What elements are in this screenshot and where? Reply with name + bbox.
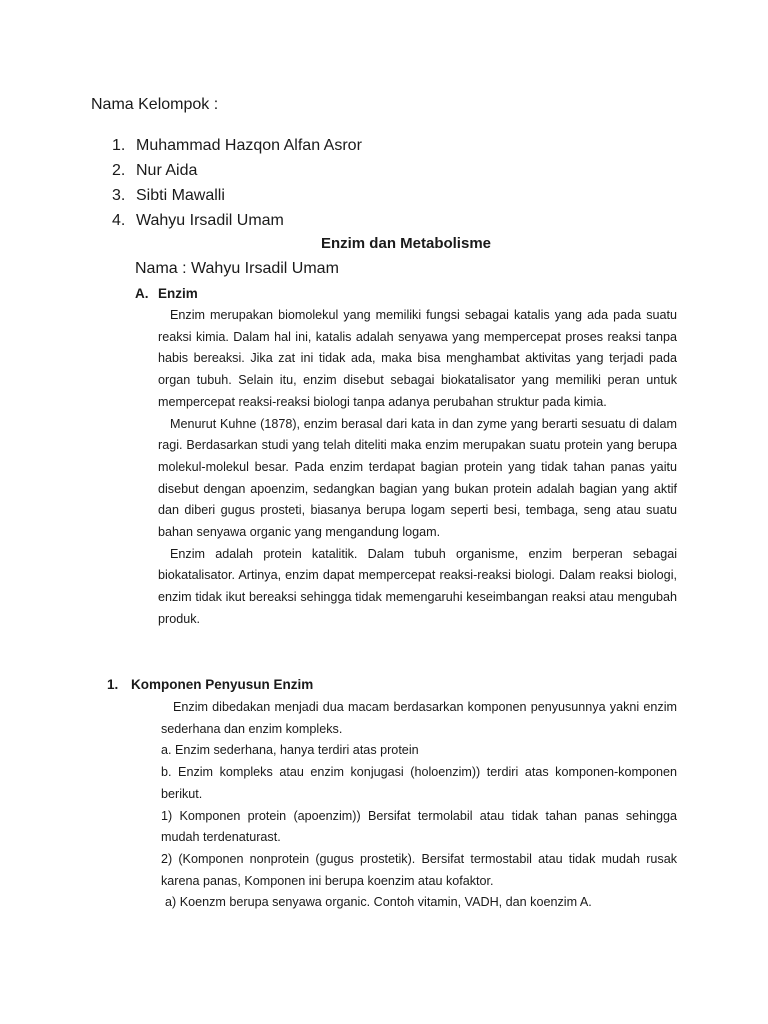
group-label: Nama Kelompok :	[91, 96, 219, 113]
member-name: Muhammad Hazqon Alfan Asror	[136, 137, 362, 154]
document-title: Enzim dan Metabolisme	[320, 235, 492, 252]
section-title: Komponen Penyusun Enzim	[131, 677, 314, 692]
section-1-heading	[107, 676, 313, 694]
member-item	[112, 133, 362, 158]
member-number: 3.	[112, 187, 126, 204]
member-name: Nur Aida	[136, 162, 198, 179]
member-name: Wahyu Irsadil Umam	[136, 212, 284, 229]
member-number: 1.	[112, 137, 126, 154]
paragraph: Menurut Kuhne (1878), enzim berasal dari kata in dan zyme yang berarti sesuatu di dalam ragi. Berdasarkan studi yang telah diteliti maka enzim merupakan suatu protein yang berupa molekul-molekul besar. Pada enzim terdapat bagian protein yang tidak tahan panas yaitu disebut dengan apoenzim, sedangkan bagian yang bukan protein adalah bagian yang aktif dan diberi gugus prosteti, biasanya berupa logam seperti besi, tembaga, seng atau suatu bahan senyawa organic yang mengandung logam.	[158, 416, 677, 540]
list-item: b. Enzim kompleks atau enzim konjugasi (holoenzim)) terdiri atas komponen-komponen berikut.	[161, 765, 677, 801]
section-a-heading	[135, 285, 198, 303]
member-item	[112, 158, 362, 183]
member-number: 2.	[112, 162, 126, 179]
section-a-body	[158, 305, 677, 631]
paragraph: Enzim dibedakan menjadi dua macam berdasarkan komponen penyusunnya yakni enzim sederhana dan enzim kompleks.	[161, 700, 677, 736]
section-title: Enzim	[158, 286, 198, 301]
paragraph: Enzim adalah protein katalitik. Dalam tubuh organisme, enzim berperan sebagai biokatalisator. Artinya, enzim dapat mempercepat reaksi-reaksi biologi. Dalam reaksi biologi, enzim tidak ikut bereaksi sehingga tidak memengaruhi keseimbangan reaksi atau mengubah produk.	[158, 546, 677, 626]
paragraph: Enzim merupakan biomolekul yang memiliki fungsi sebagai katalis yang ada pada suatu reaksi kimia. Dalam hal ini, katalis adalah senyawa yang mempercepat proses reaksi tanpa habis bereaksi. Jika zat ini tidak ada, maka bisa menghambat aktivitas yang terjadi pada organ tubuh. Selain itu, enzim disebut sebagai biokatalisator yang memiliki peran untuk mempercepat reaksi-reaksi biologi tanpa adanya perubahan struktur pada kimia.	[158, 308, 677, 409]
section-1-body	[161, 697, 677, 914]
member-item	[112, 183, 362, 208]
member-item	[112, 208, 362, 233]
list-item: 1) Komponen protein (apoenzim)) Bersifat termolabil atau tidak tahan panas sehingga mudah terdenaturast.	[161, 808, 677, 845]
section-number: A.	[135, 286, 149, 301]
list-item: 2) (Komponen nonprotein (gugus prostetik). Bersifat termostabil atau tidak mudah rusak karena panas, Komponen ini berupa koenzim atau kofaktor.	[161, 851, 677, 888]
list-item: a) Koenzm berupa senyawa organic. Contoh vitamin, VADH, dan koenzim A.	[165, 895, 592, 910]
author-line: Nama : Wahyu Irsadil Umam	[135, 260, 339, 277]
member-name: Sibti Mawalli	[136, 187, 225, 204]
member-number: 4.	[112, 212, 126, 229]
section-number: 1.	[107, 677, 119, 692]
member-list	[112, 133, 362, 233]
list-item: a. Enzim sederhana, hanya terdiri atas protein	[161, 743, 419, 758]
